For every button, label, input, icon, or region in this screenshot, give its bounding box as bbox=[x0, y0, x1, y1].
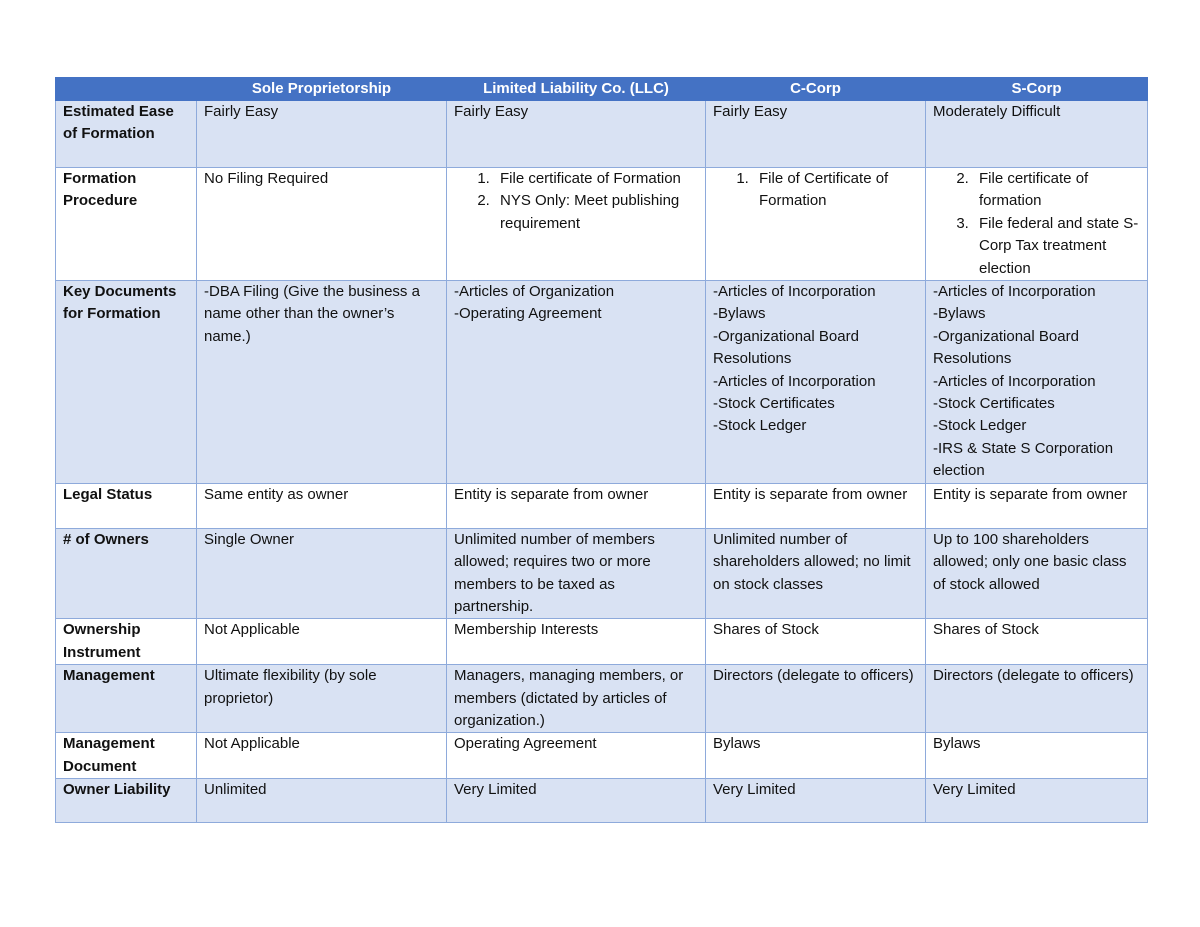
document-line: -Organizational Board Resolutions bbox=[713, 327, 859, 368]
cell-s-corp: Shares of Stock bbox=[926, 619, 1148, 665]
header-row bbox=[56, 78, 1148, 101]
document-line: -Stock Ledger bbox=[713, 417, 807, 435]
document-line: -Articles of Incorporation bbox=[933, 283, 1096, 301]
cell-llc: Membership Interests bbox=[447, 619, 706, 665]
cell-sole: Same entity as owner bbox=[197, 483, 447, 528]
list-item: 2. File certificate of formation bbox=[973, 168, 1140, 213]
list-item: 1. File certificate of Formation bbox=[494, 168, 698, 190]
cell-llc: Very Limited bbox=[447, 779, 706, 823]
list-item: 2. NYS Only: Meet publishing requirement bbox=[494, 190, 698, 235]
list-item: 3. File federal and state S-Corp Tax treatment election bbox=[973, 213, 1140, 280]
cell-c-corp bbox=[706, 281, 926, 484]
cell-c-corp: Fairly Easy bbox=[706, 101, 926, 168]
row-label: Management Document bbox=[56, 733, 197, 779]
document-line: -Stock Certificates bbox=[933, 395, 1055, 413]
cell-s-corp: Bylaws bbox=[926, 733, 1148, 779]
row-ease-of-formation bbox=[56, 101, 1148, 168]
document-line: -Operating Agreement bbox=[454, 305, 602, 323]
row-management bbox=[56, 665, 1148, 733]
cell-sole: Not Applicable bbox=[197, 619, 447, 665]
row-label: Key Documents for Formation bbox=[56, 281, 197, 484]
numbered-list bbox=[454, 168, 698, 235]
cell-c-corp: Directors (delegate to officers) bbox=[706, 665, 926, 733]
cell-sole: Not Applicable bbox=[197, 733, 447, 779]
row-label: Owner Liability bbox=[56, 779, 197, 823]
row-ownership-instrument bbox=[56, 619, 1148, 665]
cell-s-corp: Moderately Difficult bbox=[926, 101, 1148, 168]
cell-s-corp: Very Limited bbox=[926, 779, 1148, 823]
list-item: 1. File of Certificate of Formation bbox=[753, 168, 918, 213]
header-empty bbox=[56, 78, 197, 101]
document-line: -Stock Certificates bbox=[713, 395, 835, 413]
cell-sole: Fairly Easy bbox=[197, 101, 447, 168]
cell-c-corp bbox=[706, 168, 926, 281]
cell-s-corp: Up to 100 shareholders allowed; only one basic class of stock allowed bbox=[926, 528, 1148, 619]
cell-llc: Unlimited number of members allowed; requires two or more members to be taxed as partnership. bbox=[447, 528, 706, 619]
cell-c-corp: Very Limited bbox=[706, 779, 926, 823]
cell-s-corp: Directors (delegate to officers) bbox=[926, 665, 1148, 733]
numbered-list bbox=[933, 168, 1140, 280]
numbered-list bbox=[713, 168, 918, 213]
cell-sole: Unlimited bbox=[197, 779, 447, 823]
row-label: Ownership Instrument bbox=[56, 619, 197, 665]
cell-s-corp: Entity is separate from owner bbox=[926, 483, 1148, 528]
cell-llc bbox=[447, 168, 706, 281]
header-llc: Limited Liability Co. (LLC) bbox=[447, 78, 706, 101]
header-sole-proprietorship: Sole Proprietorship bbox=[197, 78, 447, 101]
row-label: Legal Status bbox=[56, 483, 197, 528]
cell-c-corp: Entity is separate from owner bbox=[706, 483, 926, 528]
cell-llc: Fairly Easy bbox=[447, 101, 706, 168]
cell-c-corp: Bylaws bbox=[706, 733, 926, 779]
document-line: -Organizational Board Resolutions bbox=[933, 327, 1079, 368]
header-s-corp: S-Corp bbox=[926, 78, 1148, 101]
row-formation-procedure bbox=[56, 168, 1148, 281]
cell-llc: Entity is separate from owner bbox=[447, 483, 706, 528]
row-label: # of Owners bbox=[56, 528, 197, 619]
business-entity-comparison-table bbox=[55, 77, 1148, 823]
row-label: Management bbox=[56, 665, 197, 733]
row-key-documents bbox=[56, 281, 1148, 484]
document-line: -Bylaws bbox=[933, 305, 986, 323]
row-management-document bbox=[56, 733, 1148, 779]
cell-c-corp: Unlimited number of shareholders allowed; no limit on stock classes bbox=[706, 528, 926, 619]
document-line: -Articles of Organization bbox=[454, 283, 615, 301]
row-label: Estimated Ease of Formation bbox=[56, 101, 197, 168]
row-number-of-owners bbox=[56, 528, 1148, 619]
document-line: -Articles of Incorporation bbox=[933, 372, 1096, 390]
cell-llc: Operating Agreement bbox=[447, 733, 706, 779]
cell-sole: Ultimate flexibility (by sole proprietor) bbox=[197, 665, 447, 733]
cell-s-corp bbox=[926, 281, 1148, 484]
cell-llc bbox=[447, 281, 706, 484]
document-line: -Articles of Incorporation bbox=[713, 283, 876, 301]
cell-sole: Single Owner bbox=[197, 528, 447, 619]
cell-sole: No Filing Required bbox=[197, 168, 447, 281]
header-c-corp: C-Corp bbox=[706, 78, 926, 101]
cell-c-corp: Shares of Stock bbox=[706, 619, 926, 665]
document-line: -Stock Ledger bbox=[933, 417, 1027, 435]
row-owner-liability bbox=[56, 779, 1148, 823]
row-label: Formation Procedure bbox=[56, 168, 197, 281]
cell-llc: Managers, managing members, or members (dictated by articles of organization.) bbox=[447, 665, 706, 733]
document-line: -IRS & State S Corporation election bbox=[933, 439, 1114, 480]
document-line: -Articles of Incorporation bbox=[713, 372, 876, 390]
cell-s-corp bbox=[926, 168, 1148, 281]
document-line: -Bylaws bbox=[713, 305, 766, 323]
cell-sole: -DBA Filing (Give the business a name other than the owner’s name.) bbox=[197, 281, 447, 484]
row-legal-status bbox=[56, 483, 1148, 528]
